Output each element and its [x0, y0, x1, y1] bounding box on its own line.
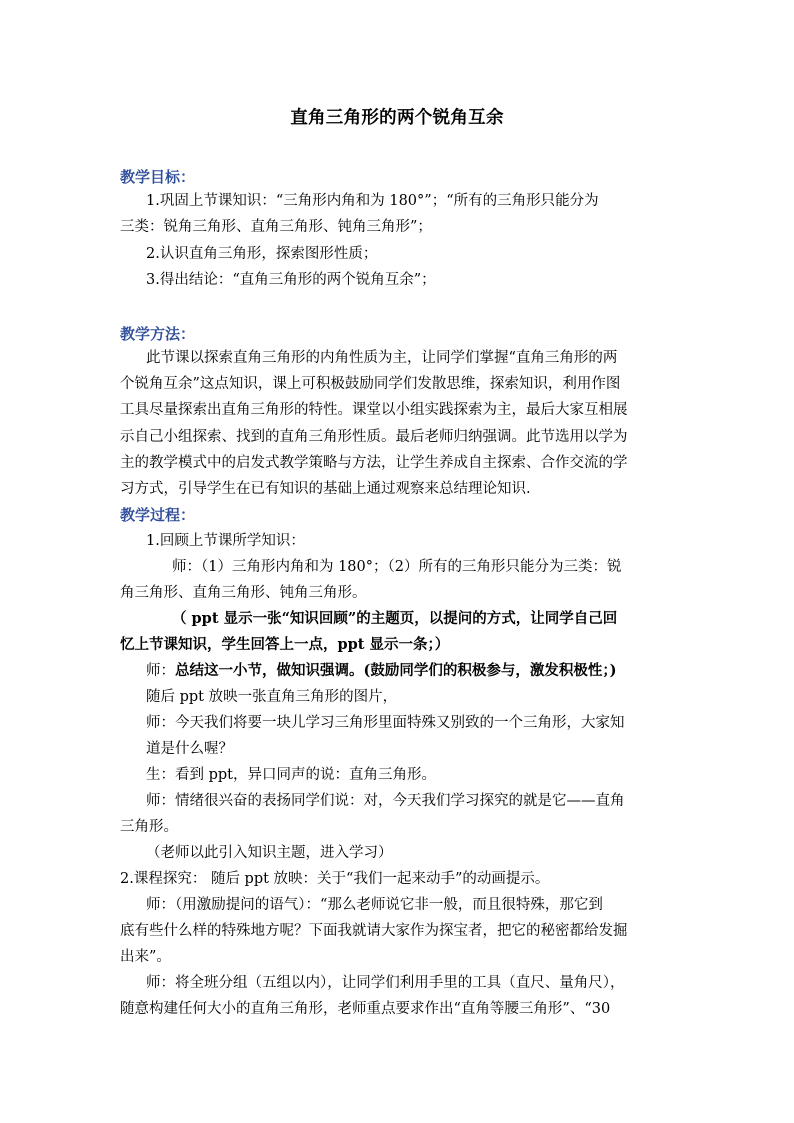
process-line: （ ppt 显示一张“知识回顾”的主题页，以提问的方式，让同学自己回	[172, 610, 618, 627]
process-line: 生：看到 ppt，异口同声的说：直角三角形。	[146, 767, 436, 783]
goals-line: 3.得出结论：“直角三角形的两个锐角互余”；	[146, 272, 436, 288]
process-line: 忆上节课知识，学生回答上一点，ppt 显示一条；）	[120, 636, 450, 653]
goals-line: 2.认识直角三角形，探索图形性质；	[146, 246, 378, 262]
process-line: 角三角形、直角三角形、钝角三角形。	[120, 585, 367, 601]
process-line: 随意构建任何大小的直角三角形，老师重点要求作出“直角等腰三角形”、“30	[120, 1001, 611, 1017]
process-line: （老师以此引入知识主题，进入学习）	[146, 845, 393, 861]
process-line: 底有些什么样的特殊地方呢？下面我就请大家作为探宝者，把它的秘密都给发掘	[120, 923, 628, 939]
goals-heading: 教学目标：	[120, 168, 196, 186]
goals-line: 三类：锐角三角形、直角三角形、钝角三角形”；	[120, 219, 432, 235]
process-line: 师：（用激励提问的语气）：“那么老师说它非一般，而且很特殊，那它到	[146, 897, 603, 913]
process-line: 师：今天我们将要一块儿学习三角形里面特殊又别致的一个三角形，大家知	[146, 715, 625, 731]
method-line: 主的教学模式中的启发式教学策略与方法，让学生养成自主探索、合作交流的学	[120, 455, 628, 471]
process-line: 出来”。	[120, 949, 171, 965]
process-emphasis: 总结这一小节，做知识强调。(鼓励同学们的积极参与，激发积极性；)	[175, 662, 617, 679]
process-line: 2.课程探究： 随后 ppt 放映：关于“我们一起来动手”的动画提示。	[120, 871, 550, 887]
method-line: 习方式，引导学生在已有知识的基础上通过观察来总结理论知识.	[120, 481, 531, 497]
process-line: 师：（1）三角形内角和为 180°；（2）所有的三角形只能分为三类：锐	[172, 559, 622, 575]
method-heading: 教学方法：	[120, 325, 196, 343]
process-line: 三角形。	[120, 819, 178, 835]
process-heading: 教学过程：	[120, 506, 196, 524]
process-line: 师：情绪很兴奋的表扬同学们说：对，今天我们学习探究的就是它——直角	[146, 793, 625, 809]
method-line: 个锐角互余”这点知识，课上可积极鼓励同学们发散思维，探索知识，利用作图	[120, 376, 621, 392]
method-line: 示自己小组探索、找到的直角三角形性质。最后老师归纳强调。此节选用以学为	[120, 429, 628, 445]
process-line: 1.回顾上节课所学知识：	[146, 533, 305, 549]
speaker-label: 师：	[146, 663, 175, 679]
process-line: 师：将全班分组（五组以内），让同学们利用手里的工具（直尺、量角尺），	[146, 975, 625, 991]
goals-line: 1.巩固上节课知识：“三角形内角和为 180°”；“所有的三角形只能分为	[146, 193, 599, 209]
process-line	[146, 660, 616, 682]
method-line: 工具尽量探索出直角三角形的特性。课堂以小组实践探索为主，最后大家互相展	[120, 402, 628, 418]
process-line: 道是什么喔？	[146, 741, 233, 757]
document-title: 直角三角形的两个锐角互余	[290, 108, 504, 128]
process-line: 随后 ppt 放映一张直角三角形的图片，	[146, 689, 398, 705]
method-line: 此节课以探索直角三角形的内角性质为主，让同学们掌握“直角三角形的两	[146, 350, 618, 366]
